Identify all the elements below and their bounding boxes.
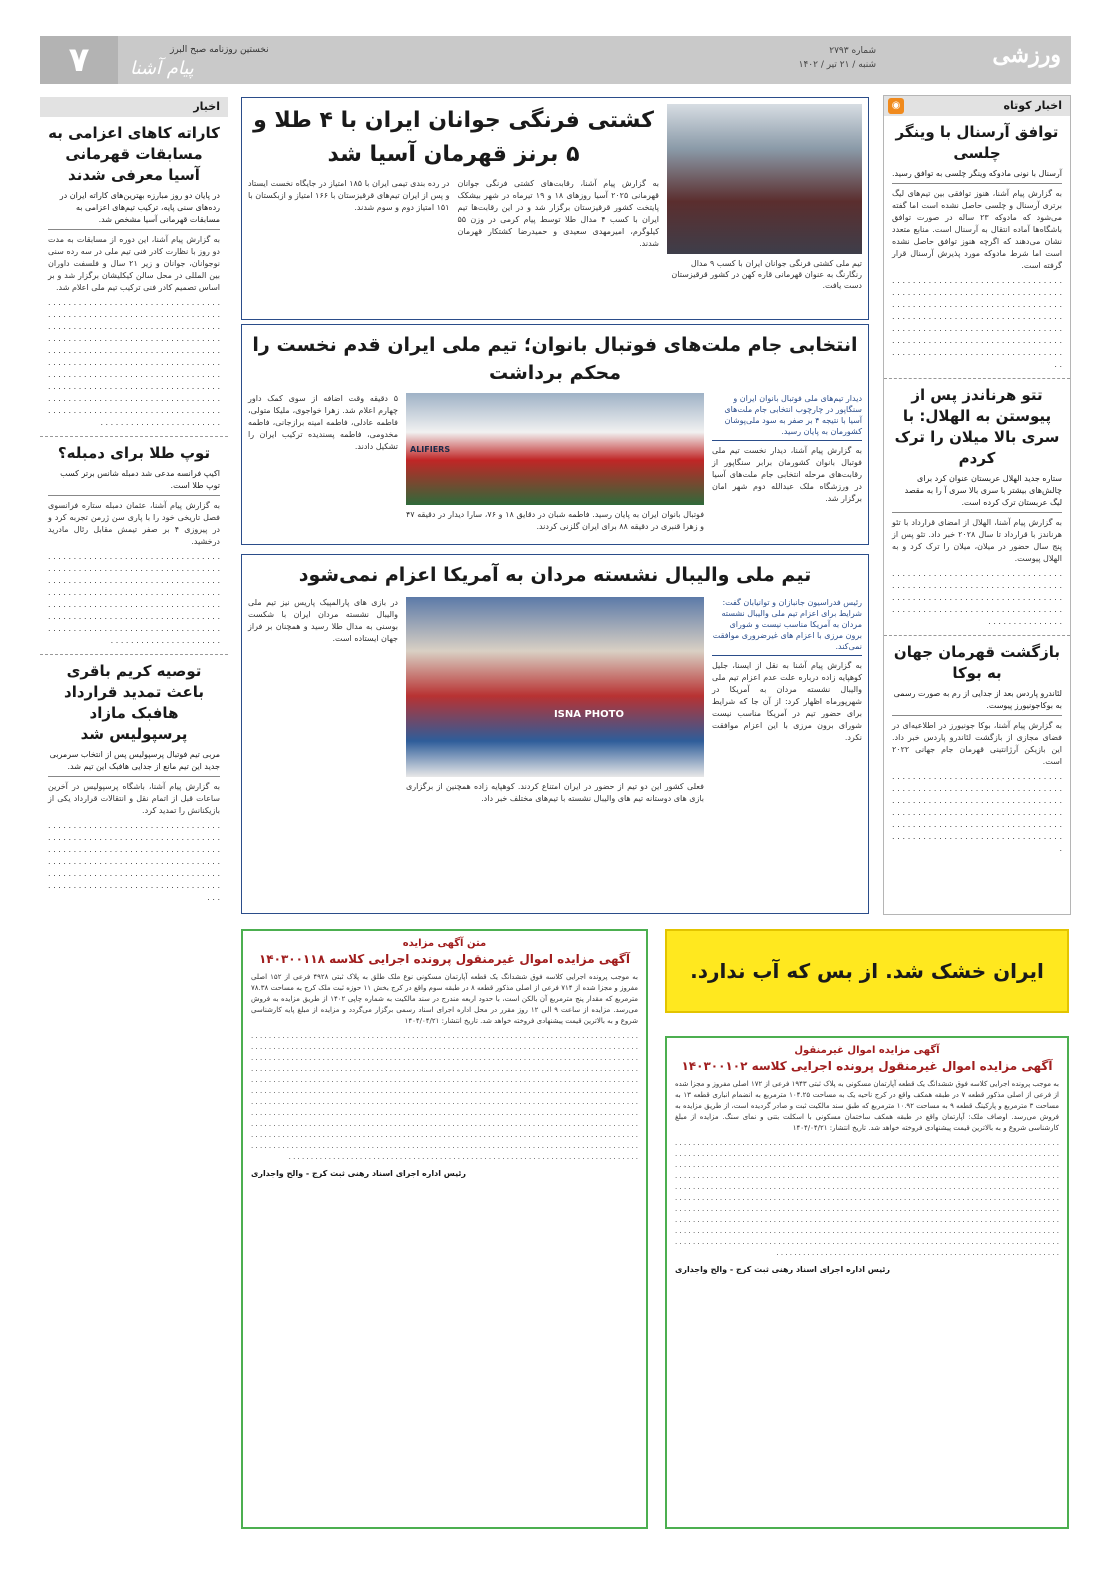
- short-news-title: [884, 96, 1070, 116]
- brief-lead: لئاندرو پاردس بعد از جدایی از رم به صورت رسمی به بوکاجونیورز پیوست.: [892, 688, 1062, 716]
- brief-lead: آرسنال با نونی مادوکه وینگر چلسی به توافق رسید.: [892, 168, 1062, 184]
- brief-arsenal: [884, 116, 1070, 379]
- auction-ad-right-title: آگهی مزایده اموال غیرمنقول پرونده اجرایی کلاسه ۱۴۰۳۰۰۱۰۲: [681, 1059, 1053, 1073]
- filler-text: . . . . . . . . . . . . . . . . . . . . . . . . . . . . . . . . . . . . . . . . . . . . . . . . . . . . . . . . . . . . . . . . . . . . . . . . . . . . . . . . . . . . . . . . . . . . . . . . . . . . . . . . . . . . . . . . . . . . . . . . . . . . . . . . . . . . . . . . . . . . . . . . . . . . . . . . . . . . . . . . . . . . . . . . . . . . . . . . . . . . . . . . . . . . . . . . . . . . . . . . . . . . . . . . . . . . . . . . . . . . . . . . . . . . . . . . . . . . . . . . . . . . . . . . . . . . . . . . . . . . . . . . . . . . . . . . . . . . . . . . . . . . . . . . . . . . . . . . . . . . . . . . . . . . . . . . . . . . . . . . . . . . . . . . . . . . . . . . . . . . . . . . . . . . . . . . . . . . . . . . . . . .: [48, 298, 220, 427]
- wrestling-body-1: به گزارش پیام آشنا، رقابت‌های کشتی فرنگی جوانان قهرمانی ۲۰۲۵ آسیا روزهای ۱۸ و ۱۹ تیرماه در شهر بیشکک پایتخت کشور قرقیزستان برگزار شد و در این رقابت‌ها تیم ایران با کسب ۴ مدال طلا توسط پیام کرمی در وزن ۵۵ کیلوگرم، امیرمهدی سعیدی و حمیدرضا کشتکار قهرمان شدند.: [457, 179, 659, 248]
- brief-paredes: [884, 636, 1070, 862]
- women-football-middle: [406, 393, 704, 533]
- auction-ad-left-title: آگهی مزایده اموال غیرمنقول پرونده اجرایی کلاسه ۱۴۰۳۰۰۱۱۸: [258, 952, 630, 966]
- brief-karate: [40, 117, 228, 437]
- tagline: نخستین روزنامه صبح البرز: [170, 45, 269, 55]
- short-news-column: [883, 95, 1071, 915]
- issue-date: شنبه / ۲۱ تیر / ۱۴۰۲: [798, 60, 876, 70]
- brief-headline: توافق آرسنال با وینگر چلسی: [895, 123, 1059, 162]
- wrestling-body-2: در رده بندی تیمی ایران با ۱۸۵ امتیاز در جایگاه نخست ایستاد و پس از ایران تیم‌های قرقیزستان با ۱۶۶ امتیاز و ازبکستان با ۱۵۱ امتیاز دوم و سوم شدند.: [248, 179, 450, 212]
- auction-ad-right: [665, 1036, 1069, 1529]
- volleyball-body-1: به گزارش پیام آشنا به نقل از ایسنا، جلیل کوهپایه زاده درباره علت عدم اعزام تیم ملی والیبال نشسته مردان به آمریکا در شهرپورماه اظهار کرد: از آن جا که شرایط برای حضور تیم در آمریکا مناسب نیست شورای برون مرزی با این اعزام موافقت نکرد.: [712, 661, 862, 742]
- brief-dembele: [40, 437, 228, 655]
- brief-headline: بازگشت قهرمان جهان به بوکا: [893, 643, 1061, 682]
- volleyball-right-col: [712, 597, 862, 805]
- filler-text: . . . . . . . . . . . . . . . . . . . . . . . . . . . . . . . . . . . . . . . . . . . . . . . . . . . . . . . . . . . . . . . . . . . . . . . . . . . . . . . . . . . . . . . . . . . . . . . . . . . . . . . . . . . . . . . . . . . . . . . . . . . . . . . . . . . . . . . . . . . . . . . . . . . . . . . . . . . . . . . . . . . . . . . . . . . . . . . . . . . . . . . . . . . . . . . . . . . . . . . . . . . . . . . . . . . . . . . . . . . . . . . . . . . . . . . . . . . . . . . . . . . . . . . . . . . . . . . . . . . .: [48, 552, 220, 645]
- wrestling-columns: [248, 178, 659, 250]
- filler-text: . . . . . . . . . . . . . . . . . . . . . . . . . . . . . . . . . . . . . . . . . . . . . . . . . . . . . . . . . . . . . . . . . . . . . . . . . . . . . . . . . . . . . . . . . . . . . . . . . . . . . . . . . . . . . . . . . . . . . . . . . . . . . . . . . . . . . . . . . . . . . . . . . . . . . . . . . . . . . . . . . . . . . . . . . . . . . . . . . . . . . . . . . . . . . . . . . . . . . . . . . . . . . . . . . . . . . . . . . . . . . . . . . . . . . . . . .: [892, 276, 1062, 369]
- wrestling-photo-caption: تیم ملی کشتی فرنگی جوانان ایران با کسب ۹ مدال رنگارنگ به عنوان قهرمانی قاره کهن در کشور قرقیزستان دست یافت.: [671, 259, 862, 290]
- auction-ad-right-body: به موجب پرونده اجرایی کلاسه فوق ششدانگ یک قطعه آپارتمان مسکونی به پلاک ثبتی ۱۹۴۳ فرعی از ۱۷۲ اصلی مفروز و مجزا شده از فرعی از اصلی مذکور قطعه ۷ در طبقه همکف واقع در کرج ناحیه یک به مساحت ۱۰۴.۲۵ مترمربع به انضمام انباری قطعه ۱۳ به مساحت ۳ مترمربع و پارکینگ قطعه ۹ به مساحت ۱۰.۹۲ مترمربع که طبق سند مالکیت ثبت و صادر گردیده است، از طریق مزایده به فروش می‌رسد. اوصاف ملک: آپارتمان واقع در طبقه همکف ساختمان مسکونی با اسکلت بتنی و نمای سنگ. مزایده از مبلغ کارشناسی شروع و به بالاترین قیمت پیشنهادی فروخته خواهد شد. تاریخ انتشار: ۱۴۰۴/۰۴/۲۱: [675, 1080, 1059, 1132]
- women-football-photo-label: ALIFIERS: [410, 445, 451, 454]
- brief-persepolis: [40, 655, 228, 911]
- women-football-article: [241, 324, 869, 545]
- women-football-lead: دیدار تیم‌های ملی فوتبال بانوان ایران و سنگاپور در چارچوب انتخابی جام ملت‌های آسیا با نتیجه ۴ بر صفر به سود ملی‌پوشان کشورمان به پایان رسید.: [712, 393, 862, 441]
- wrestling-text-block: [248, 104, 659, 313]
- women-football-body-3: ۵ دقیقه وقت اضافه از سوی کمک داور چهارم اعلام شد. زهرا خواجوی، ملیکا متولی، فاطمه عادلی، فاطمه امینه برازجانی، فاطمه مخدومی، فاطمه پسندیده ترکیب ایران را تشکیل دادند.: [248, 394, 398, 451]
- brief-body: به گزارش پیام آشنا، باشگاه پرسپولیس در آخرین ساعات قبل از اتمام نقل و انتقالات قرارداد یکی از بازیکنانش را تمدید کرد.: [48, 782, 220, 815]
- auction-ad-left-head: متن آگهی مزایده: [402, 938, 487, 949]
- brief-body: به گزارش پیام آشنا، این دوره از مسابقات به مدت دو روز با نظارت کادر فنی تیم ملی در سه رده سنی نوجوانان، جوانان و زیر ۲۱ سال و فلسفت داوران بین المللی در محل سالن کیکلیشان برگزار شد و بر اساس تصمیم کادر فنی ترکیب تیم ملی اعلام شد.: [48, 235, 220, 292]
- volleyball-headline: تیم ملی والیبال نشسته مردان به آمریکا اعزام نمی‌شود: [298, 564, 812, 586]
- issue-info: [799, 44, 876, 72]
- volleyball-body-2: فعلی کشور این دو تیم از حضور در ایران امتناع کردند. کوهپایه زاده همچنین از برگزاری بازی های دوستانه تیم های والیبال نشسته با تیم‌های مختلف خبر داد.: [406, 782, 704, 803]
- filler-text: . . . . . . . . . . . . . . . . . . . . . . . . . . . . . . . . . . . . . . . . . . . . . . . . . . . . . . . . . . . . . . . . . . . . . . . . . . . . . . . . . . . . . . . . . . . . . . . . . . . . . . . . . . . . . . . . . . . . . . . . . . . . . . . . . . . . . . . . . . . . . . . . . . . . . . . . . . . . . . . . . . . . . . . . . . . . . . . . . . . . . . . . . . . . . . . . . . . . . . . . . . . . . . .: [48, 821, 220, 902]
- volleyball-left-col: [248, 597, 398, 805]
- women-football-body-2: فوتبال بانوان ایران به پایان رسید. فاطمه شبان در دقایق ۱۸ و ۷۶، سارا دیدار در دقیقه ۴۷ و زهرا قنبری در دقیقه ۸۸ برای ایران گلزنی کردند.: [406, 510, 705, 531]
- page-header: [40, 36, 1071, 84]
- news-column: [40, 97, 228, 1529]
- filler-text: . . . . . . . . . . . . . . . . . . . . . . . . . . . . . . . . . . . . . . . . . . . . . . . . . . . . . . . . . . . . . . . . . . . . . . . . . . . . . . . . . . . . . . . . . . . . . . . . . . . . . . . . . . . . . . . . . . . . . . . . . . . . . . . . . . . . . . . . . . . . . . . . . . . . . . . . . . . . . . . . . . . . . . . . . . . . . . . . . . . . . . . . . . . . . . . . . . . . . . .: [892, 772, 1062, 853]
- page-number: ۷: [40, 36, 118, 84]
- volleyball-lead: رئیس فدراسیون جانبازان و توانیابان گفت: شرایط برای اعزام تیم ملی والیبال نشسته مردان به آمریکا مناسب نیست و شورای برون مرزی با اعزام های غیرضروری موافقت نمی‌کند.: [712, 597, 862, 656]
- auction-ad-left: [241, 929, 648, 1529]
- women-football-headline: انتخابی جام ملت‌های فوتبال بانوان؛ تیم ملی ایران قدم نخست را محکم برداشت: [252, 334, 858, 384]
- brief-headline: کاراته کاهای اعزامی به مسابقات قهرمانی آسیا معرفی شدند: [48, 124, 220, 184]
- wrestling-headline: کشتی فرنگی جوانان ایران با ۴ طلا و ۵ برنز قهرمان آسیا شد: [253, 108, 654, 167]
- auction-ad-right-signature: رئیس اداره اجرای اسناد رهنی ثبت کرج - والح واجداری: [675, 1265, 890, 1274]
- brief-body: به گزارش پیام آشنا، الهلال از امضای قرارداد با تئو هرناندز با قرارداد تا سال ۲۰۲۸ خبر داد. تئو پس از پنج سال حضور در میلان، میلان را ترک کرد و به الهلال پیوست.: [892, 518, 1062, 563]
- women-football-team-photo: [406, 393, 704, 505]
- volleyball-photo-label: ISNA PHOTO: [553, 709, 624, 720]
- wrestling-photo-block: [667, 104, 862, 313]
- wrestling-team-photo: [667, 104, 862, 254]
- short-news-title-text: اخبار کوتاه: [1003, 99, 1062, 112]
- filler-text: . . . . . . . . . . . . . . . . . . . . . . . . . . . . . . . . . . . . . . . . . . . . . . . . . . . . . . . . . . . . . . . . . . . . . . . . . . . . . . . . . . . . . . . . . . . . . . . . . . . . . . . . . . . . . . . . . . . . . . . . . . . . . . . . . . . . . . . . . . . . . . . . . . .: [892, 569, 1062, 626]
- brief-headline: تتو هرناندز پس از پیوستن به الهلال: با سری بالا میلان را ترک کردم: [894, 386, 1060, 467]
- auction-ad-left-filler: . . . . . . . . . . . . . . . . . . . . . . . . . . . . . . . . . . . . . . . . . . . . . . . . . . . . . . . . . . . . . . . . . . . . . . . . . . . . . . . . . . . . . . . . . . . . . . . . . . . . . . . . . . . . . . . . . . . . . . . . . . . . . . . . . . . . . . . . . . . . . . . . . . . . . . . . . . . . . . . . . . . . . . . . . . . . . . . . . . . . . . . . . . . . . . . . . . . . . . . . . . . . . . . . . . . . . . . . . . . . . . . . . . . . . . . . . . . . . . . . . . . . . . . . . . . . . . . . . . . . . . . . . . . . . . . . . . . . . . . . . . . . . . . . . . . . . . . . . . . . . . . . . . . . . . . . . . . . . . . . . . . . . . . . . . . . . . . . . . . . . . . . . . . . . . . . . . . . . . . . . . . . . . . . . . . . . . . . . . . . . . . . . . . . . . . . . . . . . . . . . . . . . . . . . . . . . . . . . . . . . . . . . . . . . . . . . . . . . . . . . . . . . . . . . . . . . . . . . . . . . . . . . . . . . . . . . . . . . . . . . . . . . . . . . . . . . . . . . . . . . . . . . . . . . . . . . . . . . . . . . . . . . . . . . . . . . . . . . . . . . . . . . . . . . . . . . . . . . . . . . . . . . . . . . . . . . . . . . . . . . . . . . . . . . . . . . . . . . . . . . . . . . . . . . . . . . . . . . . . . . . . . . . . . . . . . . . . . . . . . . . . . . . . . . . . . . . . . . . . . . . . . . . . . . . . . . . . . . . . . . . . . . . . . . . . . . . . . . . . . . . . . . . . . . . . . . . . . . . . . . . . . . . . . . . . . . . . . . . . . . . . . . . . . . . . . . . . . . . . . . . . . . . . . . . . . . . . . . . . . . . . . . . . . . . . . . . . . . . . . . . . . . . . . . . . . . . . . . . . . . . . . . . . . . . . . . . . . . . . . . . . . . . . . . . . . . . . . . . . . . . . . . . . . . . . . . . . . . . . . . . . . . . . . . . . . . . . . . . . . . . . . . . . . . . . . . . . . . . . . . . . . . . . . . . . . . . . . . . . . . . . . . . . . . . . . . . . . . . . . . . . . . . . . . . . . . . . . . . . . . . . . . . . . . . . . . . . . . . . . . . . . . . . . . . . . . . . . . . . . . . . . . . . . . . . . . . . .: [251, 1032, 638, 1161]
- auction-ad-right-filler: . . . . . . . . . . . . . . . . . . . . . . . . . . . . . . . . . . . . . . . . . . . . . . . . . . . . . . . . . . . . . . . . . . . . . . . . . . . . . . . . . . . . . . . . . . . . . . . . . . . . . . . . . . . . . . . . . . . . . . . . . . . . . . . . . . . . . . . . . . . . . . . . . . . . . . . . . . . . . . . . . . . . . . . . . . . . . . . . . . . . . . . . . . . . . . . . . . . . . . . . . . . . . . . . . . . . . . . . . . . . . . . . . . . . . . . . . . . . . . . . . . . . . . . . . . . . . . . . . . . . . . . . . . . . . . . . . . . . . . . . . . . . . . . . . . . . . . . . . . . . . . . . . . . . . . . . . . . . . . . . . . . . . . . . . . . . . . . . . . . . . . . . . . . . . . . . . . . . . . . . . . . . . . . . . . . . . . . . . . . . . . . . . . . . . . . . . . . . . . . . . . . . . . . . . . . . . . . . . . . . . . . . . . . . . . . . . . . . . . . . . . . . . . . . . . . . . . . . . . . . . . . . . . . . . . . . . . . . . . . . . . . . . . . . . . . . . . . . . . . . . . . . . . . . . . . . . . . . . . . . . . . . . . . . . . . . . . . . . . . . . . . . . . . . . . . . . . . . . . . . . . . . . . . . . . . . . . . . . . . . . . . . . . . . . . . . . . . . . . . . . . . . . . . . . . . . . . . . . . . . . . . . . . . . . . . . . . . . . . . . . . . . . . . . . . . . . . . . . . . . . . . . . . . . . . . . . . . . . . . . . . . . . . . . . . . . . . . . . . . . . . . . . . . . . . . . . . . . . . . . . . . . . . . . . . . . . . . . . . . . . . . . . . . . . . . . . . . . . . . . . . . . . . . . . . . . . . . . . . . . . . . . . . . . . . . . . . . . . . . . . . . . . . . . . . . . . . . . . . . . . . . . . . . . . . . . . . . . . . . . . . . . . . . . . . . . . . . . . . . . . . . . . . . . . . . . . . . . . . . . . . . . . . . . . . . . . . . . . . . . . . . . . . . . . . . . . . . . . . . . . . . .: [675, 1139, 1059, 1257]
- volleyball-article: [241, 554, 869, 914]
- women-football-left-col: [248, 393, 398, 533]
- brief-lead: ستاره جدید الهلال عربستان عنوان کرد برای چالش‌های بیشتر با سری بالا سری آ را به مقصد لیگ عربستان ترک کرده است.: [892, 473, 1062, 513]
- volleyball-middle: [406, 597, 704, 805]
- brief-headline: توپ طلا برای دمبله؟: [57, 444, 211, 462]
- women-football-body-1: به گزارش پیام آشنا، دیدار نخست تیم ملی فوتبال بانوان کشورمان برابر سنگاپور از رقابت‌های مرحله انتخابی جام ملت‌های آسیا در ورزشگاه ملک عبدالله دوم شهر امان برگزار شد.: [712, 446, 862, 503]
- volleyball-body-3: در بازی های پارالمپیک پاریس نیز تیم ملی والیبال نشسته مردان ایران با شکست بوسنی به مدال طلا رسید و همچنان بر فراز جهان ایستاده است.: [248, 598, 398, 643]
- brief-lead: در پایان دو روز مبارزه بهترین‌های کاراته ایران در رده‌های سنی پایه، ترکیب تیم‌های اعزامی به مسابقات قهرمانی آسیا مشخص شد.: [48, 190, 220, 230]
- brief-body: به گزارش پیام آشنا، هنوز توافقی بین تیم‌های لیگ برتری آرسنال و چلسی حاصل نشده است اما گفته می‌شود که مادوکه ۲۳ ساله در صورت توافق باشگاه‌ها آماده انتقال به آرسنال است. منابع متعدد نشان می‌دهند که اگرچه هنوز توافق حاصل نشده است اما شرط مادوکه مورد پذیرش آرسنال قرار گرفته است.: [892, 189, 1062, 270]
- newspaper-logo: پیام آشنا: [130, 58, 194, 79]
- brief-lead: اکیپ فرانسه مدعی شد دمبله شانس برتر کسب توپ طلا است.: [48, 468, 220, 496]
- issue-number: شماره ۲۷۹۳: [829, 46, 876, 56]
- brief-lead: مربی تیم فوتبال پرسپولیس پس از انتخاب سرمربی جدید این تیم مانع از جدایی هافبک این تیم شد.: [48, 749, 220, 777]
- auction-ad-left-body: به موجب پرونده اجرایی کلاسه فوق ششدانگ یک قطعه آپارتمان مسکونی نوع ملک طلق به پلاک ثبتی ۴۹۲۸ فرعی از ۱۵۲ اصلی مفروز و مجزا شده از ۷۱۴ فرعی از اصلی مذکور قطعه ۸ در طبقه سوم واقع در کرج بخش ۱۱ حوزه ثبت ملک کرج به مساحت ۷۸.۳۸ مترمربع که مقدار پنج مترمربع آن بالکن است، با حدود اربعه مندرج در سند مالکیت به شماره چاپی ۱۴۰۲ از طریق مزایده به فروش می‌رسد. مزایده از ساعت ۹ الی ۱۲ روز مقرر در محل اداره اجرای اسناد رسمی برگزار می‌گردد و مزایده از مبلغ پایه کارشناسی شروع و به بالاترین قیمت پیشنهادی فروخته خواهد شد. تاریخ انتشار: ۱۴۰۴/۰۴/۲۱: [251, 973, 638, 1025]
- brief-body: به گزارش پیام آشنا، عثمان دمبله ستاره فرانسوی فصل تاریخی خود را با پاری سن ژرمن تجربه کرد و در پیروزی ۴ بر صفر تیمش مقابل رئال مادرید درخشید.: [48, 501, 220, 546]
- auction-ad-right-head: آگهی مزایده اموال غیرمنقول: [794, 1045, 940, 1056]
- volleyball-player-photo: [406, 597, 704, 777]
- news-title: اخبار: [40, 97, 228, 117]
- wrestling-article: [241, 97, 869, 320]
- auction-ad-left-signature: رئیس اداره اجرای اسناد رهنی ثبت کرج - والح واجداری: [251, 1169, 466, 1178]
- water-shortage-banner: ایران خشک شد. از بس که آب ندارد.: [665, 929, 1069, 1013]
- rss-icon: ◉: [888, 98, 904, 114]
- brief-headline: توصیه کریم باقری باعث تمدید قرارداد هافبک مازاد پرسپولیس شد: [64, 662, 204, 743]
- brief-body: به گزارش پیام آشنا، بوکا جونیورز در اطلاعیه‌ای در فضای مجازی از بازگشت لئاندرو پاردس خبر داد. این بازیکن آرژانتینی قهرمان جام جهانی ۲۰۲۲ است.: [892, 721, 1062, 766]
- women-football-right-col: [712, 393, 862, 533]
- brief-theo: [884, 379, 1070, 636]
- section-name: ورزشی: [992, 42, 1061, 68]
